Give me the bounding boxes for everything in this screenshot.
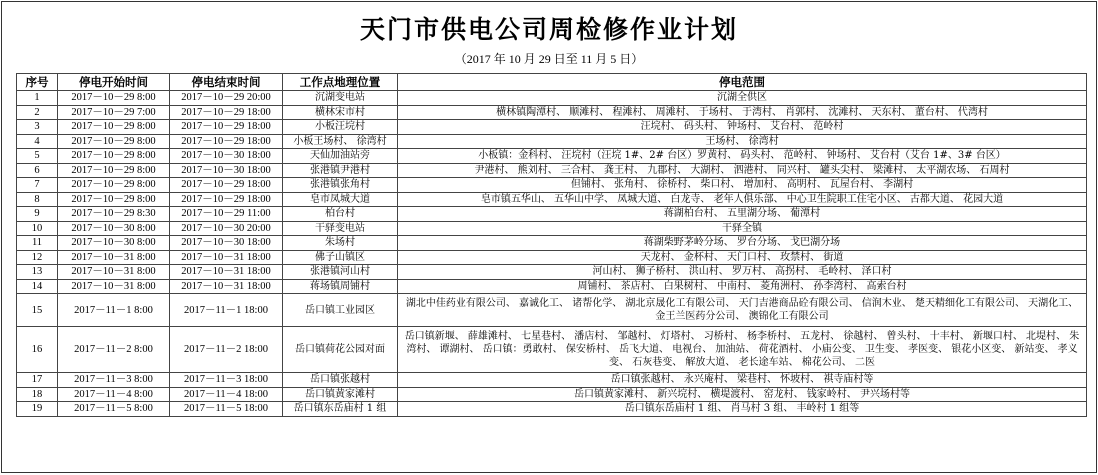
outage-scope-cell: 岳口镇黄家滩村、 新兴垸村、 横堤渡村、 窑龙村、 钱家岭村、 尹兴场村等	[398, 387, 1087, 402]
outage-scope-cell: 岳口镇张越村、 永兴庵村、 梁巷村、 怀坡村、 祺寺庙村等	[398, 373, 1087, 388]
table-row	[17, 221, 1087, 236]
table-row	[17, 105, 1087, 120]
end-time-cell: 2017－11－1 18:00	[170, 294, 283, 327]
outage-scope-cell: 湖北中佳药业有限公司、 嘉诚化工、 诸帮化学、 湖北京晟化工有限公司、 天门吉港商品砼有限公司、 信润木业、 楚天精细化工有限公司、 天湖化工、 金王兰医药分公司、 澳锦化工有限公司	[398, 294, 1087, 327]
date-range-subtitle: （2017 年 10 月 29 日至 11 月 5 日）	[454, 52, 644, 66]
maintenance-schedule-table	[16, 73, 1087, 417]
outage-scope-cell: 但铺村、 张角村、 徐桥村、 柴口村、 增加村、 高明村、 瓦屋台村、 李湖村	[398, 178, 1087, 193]
end-time-cell: 2017－10－29 18:00	[170, 105, 283, 120]
work-location-cell: 沉湖变电站	[283, 91, 398, 106]
table-row	[17, 250, 1087, 265]
table-row	[17, 265, 1087, 280]
row-number-cell: 4	[17, 134, 58, 149]
table-row	[17, 373, 1087, 388]
row-number-cell: 8	[17, 192, 58, 207]
work-location-cell: 佛子山镇区	[283, 250, 398, 265]
start-time-cell: 2017－10－31 8:00	[58, 265, 170, 280]
row-number-cell: 11	[17, 236, 58, 251]
table-row	[17, 91, 1087, 106]
outage-scope-cell: 汪垸村、 码头村、 钟场村、 艾台村、 范岭村	[398, 120, 1087, 135]
end-time-cell: 2017－10－29 18:00	[170, 192, 283, 207]
outage-scope-cell: 横林镇陶潭村、 顺滩村、 程滩村、 周滩村、 于场村、 于湾村、 肖郭村、 沈滩村、 天东村、 董台村、 代湾村	[398, 105, 1087, 120]
table-row	[17, 134, 1087, 149]
end-time-cell: 2017－10－29 20:00	[170, 91, 283, 106]
work-location-cell: 张港镇尹港村	[283, 163, 398, 178]
work-location-cell: 岳口镇工业园区	[283, 294, 398, 327]
start-time-cell: 2017－11－3 8:00	[58, 373, 170, 388]
work-location-cell: 岳口镇东岳庙村 1 组	[283, 402, 398, 417]
row-number-cell: 18	[17, 387, 58, 402]
outage-scope-cell: 天龙村、 金杯村、 天门口村、 玫禁村、 街道	[398, 250, 1087, 265]
end-time-cell: 2017－10－30 20:00	[170, 221, 283, 236]
outage-scope-cell: 岳口镇新堰、 薛雄滩村、 七星巷村、 潘店村、 邹越村、 灯塔村、 习桥村、 杨李桥村、 五龙村、 徐越村、 曾头村、 十丰村、 新堰口村、 北堤村、 朱湾村、 谭湖村、 岳口镇：勇敢村、 保安桥村、 岳飞大道、 电视台、 加油站、 荷花酒村、 小庙公变、 卫生变、 孝医变、 银花小区变、 新站变、 孝义变、 石灰巷变、 解放大道、 老长途车站、 棉花公司、 二医	[398, 327, 1087, 373]
header-outage-scope: 停电范围	[398, 74, 1087, 91]
row-number-cell: 5	[17, 149, 58, 164]
end-time-cell: 2017－11－5 18:00	[170, 402, 283, 417]
end-time-cell: 2017－10－29 18:00	[170, 120, 283, 135]
work-location-cell: 干驿变电站	[283, 221, 398, 236]
table-row	[17, 327, 1087, 373]
outage-scope-cell: 皂市镇五华山、 五华山中学、 凤城大道、 白龙寺、 老年人俱乐部、 中心卫生院职工住宅小区、 古都大道、 花园大道	[398, 192, 1087, 207]
outage-scope-cell: 王场村、 徐湾村	[398, 134, 1087, 149]
start-time-cell: 2017－11－1 8:00	[58, 294, 170, 327]
row-number-cell: 3	[17, 120, 58, 135]
header-no: 序号	[17, 74, 58, 91]
end-time-cell: 2017－10－30 18:00	[170, 149, 283, 164]
page-title: 天门市供电公司周检修作业计划	[359, 15, 738, 44]
start-time-cell: 2017－10－29 8:00	[58, 134, 170, 149]
row-number-cell: 12	[17, 250, 58, 265]
outage-scope-cell: 干驿全镇	[398, 221, 1087, 236]
end-time-cell: 2017－10－29 11:00	[170, 207, 283, 222]
row-number-cell: 2	[17, 105, 58, 120]
work-location-cell: 小板王场村、 徐湾村	[283, 134, 398, 149]
start-time-cell: 2017－10－29 8:00	[58, 91, 170, 106]
outage-scope-cell: 沉湖全供区	[398, 91, 1087, 106]
work-location-cell: 张港镇河山村	[283, 265, 398, 280]
outage-scope-cell: 岳口镇东岳庙村 1 组、 肖马村 3 组、 丰岭村 1 组等	[398, 402, 1087, 417]
table-row	[17, 236, 1087, 251]
outage-scope-cell: 河山村、 狮子桥村、 洪山村、 罗万村、 高拐村、 毛岭村、 泽口村	[398, 265, 1087, 280]
row-number-cell: 17	[17, 373, 58, 388]
row-number-cell: 7	[17, 178, 58, 193]
end-time-cell: 2017－11－4 18:00	[170, 387, 283, 402]
start-time-cell: 2017－11－2 8:00	[58, 327, 170, 373]
table-row	[17, 402, 1087, 417]
start-time-cell: 2017－10－31 8:00	[58, 279, 170, 294]
table-row	[17, 294, 1087, 327]
table-row	[17, 178, 1087, 193]
header-end-time: 停电结束时间	[170, 74, 283, 91]
end-time-cell: 2017－11－2 18:00	[170, 327, 283, 373]
end-time-cell: 2017－10－29 18:00	[170, 178, 283, 193]
table-row	[17, 120, 1087, 135]
row-number-cell: 16	[17, 327, 58, 373]
work-location-cell: 横林宋市村	[283, 105, 398, 120]
end-time-cell: 2017－10－31 18:00	[170, 279, 283, 294]
end-time-cell: 2017－10－30 18:00	[170, 163, 283, 178]
work-location-cell: 柏台村	[283, 207, 398, 222]
row-number-cell: 19	[17, 402, 58, 417]
page	[1, 1, 1097, 473]
work-location-cell: 天仙加油站旁	[283, 149, 398, 164]
start-time-cell: 2017－10－29 8:00	[58, 163, 170, 178]
outage-scope-cell: 小板镇：金科村、 汪垸村（汪垸 1#、2# 台区）罗黄村、 码头村、 范岭村、 钟场村、 艾台村（艾台 1#、3# 台区）	[398, 149, 1087, 164]
header-location: 工作点地理位置	[283, 74, 398, 91]
start-time-cell: 2017－10－29 8:00	[58, 120, 170, 135]
outage-scope-cell: 蒋湖柴野茅岭分场、 罗台分场、 戈巴湖分场	[398, 236, 1087, 251]
work-location-cell: 朱场村	[283, 236, 398, 251]
work-location-cell: 小板汪垸村	[283, 120, 398, 135]
start-time-cell: 2017－11－4 8:00	[58, 387, 170, 402]
row-number-cell: 14	[17, 279, 58, 294]
table-row	[17, 279, 1087, 294]
work-location-cell: 岳口镇荷花公园对面	[283, 327, 398, 373]
start-time-cell: 2017－10－29 8:00	[58, 178, 170, 193]
end-time-cell: 2017－10－31 18:00	[170, 265, 283, 280]
table-row	[17, 149, 1087, 164]
start-time-cell: 2017－10－29 7:00	[58, 105, 170, 120]
work-location-cell: 岳口镇黄家滩村	[283, 387, 398, 402]
start-time-cell: 2017－10－31 8:00	[58, 250, 170, 265]
table-row	[17, 387, 1087, 402]
outage-scope-cell: 周铺村、 茶店村、 白果树村、 中南村、 菱角洲村、 孙李湾村、 高索台村	[398, 279, 1087, 294]
row-number-cell: 1	[17, 91, 58, 106]
start-time-cell: 2017－11－5 8:00	[58, 402, 170, 417]
end-time-cell: 2017－11－3 18:00	[170, 373, 283, 388]
work-location-cell: 皂市凤城大道	[283, 192, 398, 207]
end-time-cell: 2017－10－29 18:00	[170, 134, 283, 149]
table-row	[17, 163, 1087, 178]
row-number-cell: 10	[17, 221, 58, 236]
row-number-cell: 6	[17, 163, 58, 178]
start-time-cell: 2017－10－30 8:00	[58, 221, 170, 236]
row-number-cell: 15	[17, 294, 58, 327]
row-number-cell: 9	[17, 207, 58, 222]
work-location-cell: 张港镇张角村	[283, 178, 398, 193]
work-location-cell: 蒋场镇周铺村	[283, 279, 398, 294]
start-time-cell: 2017－10－29 8:30	[58, 207, 170, 222]
table-header-row	[17, 74, 1087, 91]
start-time-cell: 2017－10－29 8:00	[58, 149, 170, 164]
end-time-cell: 2017－10－30 18:00	[170, 236, 283, 251]
outage-scope-cell: 尹港村、 熊刘村、 三合村、 龚王村、 九郡村、 大湖村、 泗港村、 同兴村、 罐头尖村、 梁滩村、 太平湖农场、 石周村	[398, 163, 1087, 178]
end-time-cell: 2017－10－31 18:00	[170, 250, 283, 265]
work-location-cell: 岳口镇张越村	[283, 373, 398, 388]
start-time-cell: 2017－10－29 8:00	[58, 192, 170, 207]
header-start-time: 停电开始时间	[58, 74, 170, 91]
start-time-cell: 2017－10－30 8:00	[58, 236, 170, 251]
outage-scope-cell: 蒋湖柏台村、 五里湖分场、 葡潭村	[398, 207, 1087, 222]
table-row	[17, 207, 1087, 222]
row-number-cell: 13	[17, 265, 58, 280]
table-row	[17, 192, 1087, 207]
